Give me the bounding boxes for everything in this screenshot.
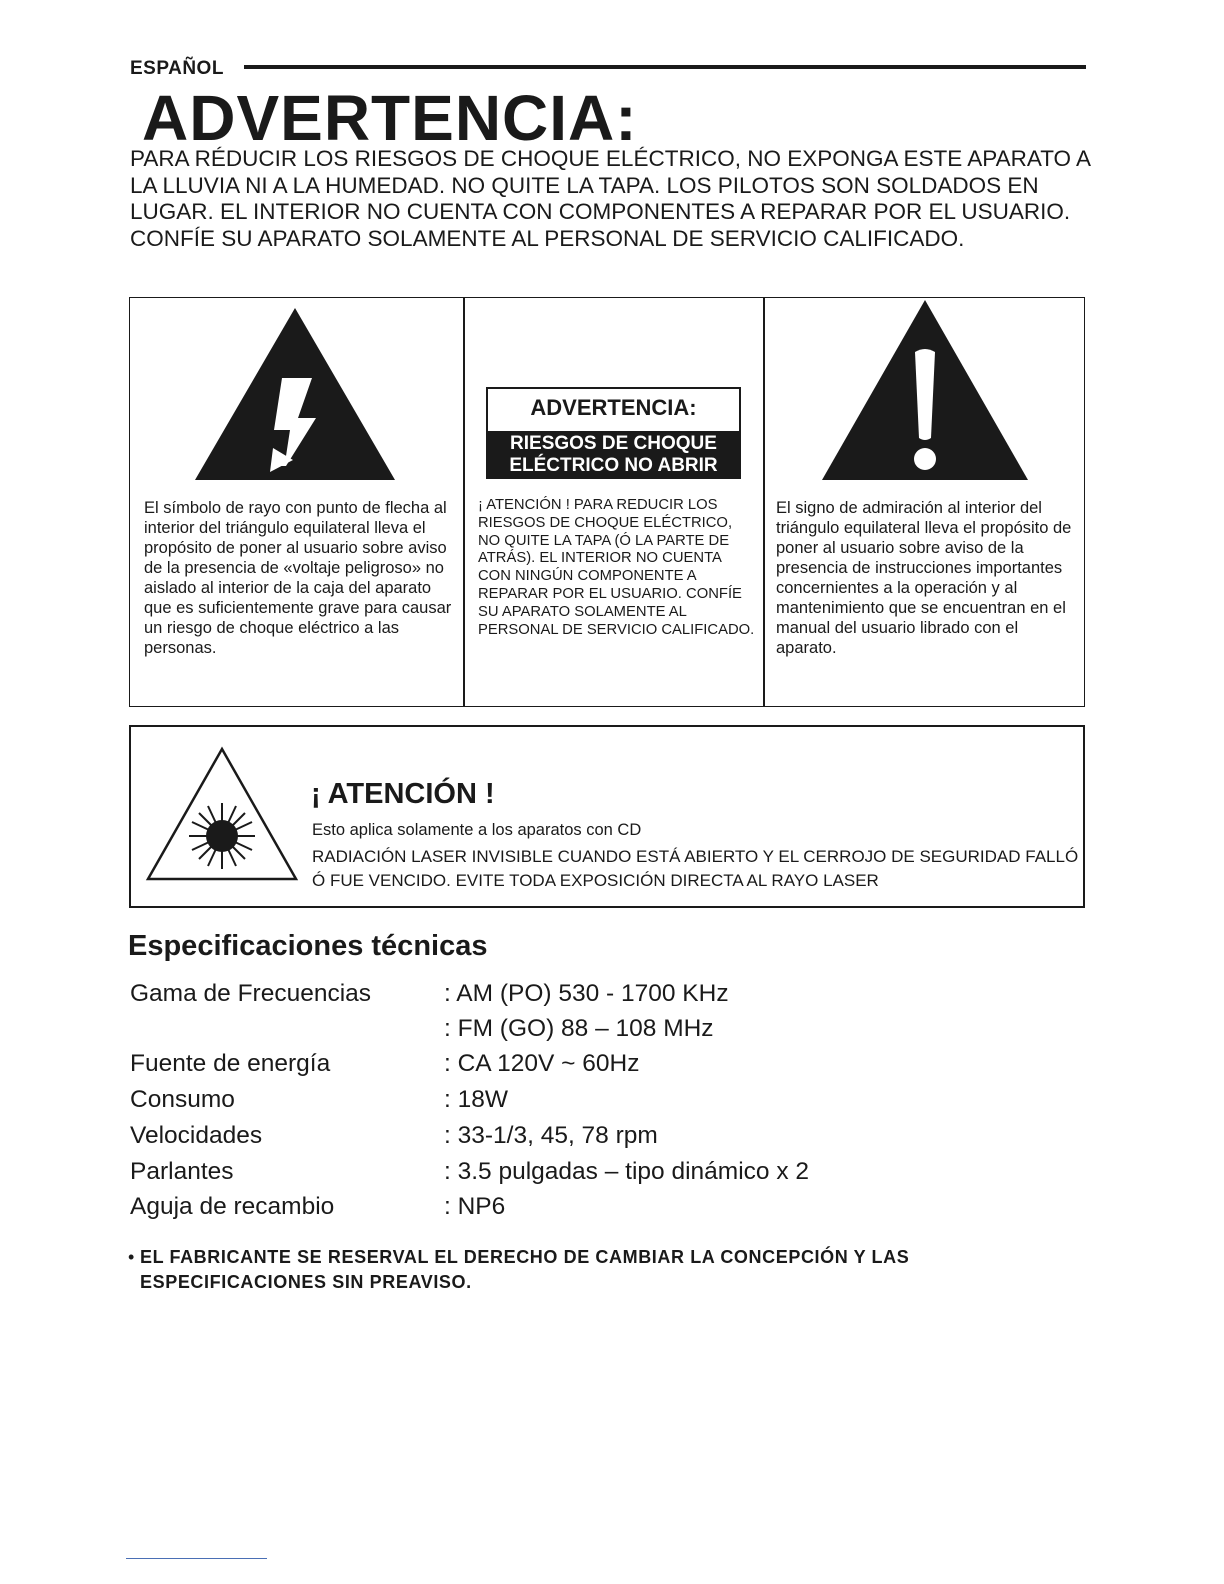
spec-label: Aguja de recambio [130, 1193, 335, 1220]
header-rule [244, 65, 1086, 69]
spec-value: : 33-1/3, 45, 78 rpm [444, 1122, 658, 1149]
spec-value: : AM (PO) 530 - 1700 KHz [444, 980, 729, 1007]
laser-caution-title: ¡ ATENCIÓN ! [311, 778, 495, 810]
laser-radiation-icon [144, 745, 300, 883]
exclamation-warning-icon [818, 298, 1032, 482]
laser-caution-subtitle: Esto aplica solamente a los aparatos con CD [312, 821, 642, 839]
note-line-1: EL FABRICANTE SE RESERVAL EL DERECHO DE CAMBIAR LA CONCEPCIÓN Y LAS [140, 1247, 910, 1267]
manufacturer-note [128, 1245, 909, 1295]
spec-value: : NP6 [444, 1193, 506, 1220]
spec-label: Parlantes [130, 1158, 234, 1185]
language-label: ESPAÑOL [130, 58, 224, 79]
shock-warning-label [486, 387, 741, 479]
footer-rule [126, 1558, 267, 1559]
label-band [488, 431, 739, 477]
spec-value: : CA 120V ~ 60Hz [444, 1050, 640, 1077]
spec-label: Gama de Frecuencias [130, 980, 372, 1007]
spec-value: : 3.5 pulgadas – tipo dinámico x 2 [444, 1158, 810, 1185]
exclamation-symbol-description: El signo de admiración al interior del triángulo equilateral lleva el propósito de poner al usuario sobre aviso de la presencia de instrucciones importantes concernientes a la operación y al mantenimiento que se encuentran en el manual del usuario librado con el aparato. [776, 499, 1072, 657]
spec-label: Fuente de energía [130, 1050, 331, 1077]
label-title: ADVERTENCIA: [530, 395, 697, 420]
spec-label: Velocidades [130, 1122, 263, 1149]
spec-label: Consumo [130, 1086, 235, 1113]
warning-text: PARA RÉDUCIR LOS RIESGOS DE CHOQUE ELÉCTRICO, NO EXPONGA ESTE APARATO A LA LLUVIA NI A LA HUMEDAD. NO QUITE LA TAPA. LOS PILOTOS SON SOLDADOS EN LUGAR. EL INTERIOR NO CUENTA CON COMPONENTES A REPARAR POR EL USUARIO. CONFÍE SU APARATO SOLAMENTE AL PERSONAL DE SERVICIO CALIFICADO. [130, 146, 1090, 251]
specs-title: Especificaciones técnicas [128, 930, 488, 962]
laser-caution-text: RADIACIÓN LASER INVISIBLE CUANDO ESTÁ ABIERTO Y EL CERROJO DE SEGURIDAD FALLÓ Ó FUE VENCIDO. EVITE TODA EXPOSICIÓN DIRECTA AL RAYO LASER [312, 847, 1079, 890]
lightning-symbol-description: El símbolo de rayo con punto de flecha al interior del triángulo equilateral lleva el propósito de poner al usuario sobre aviso de la presencia de «voltaje peligroso» no aislado al interior de la caja del aparato que es suficientemente grave para causar un riesgo de choque eléctrico a las personas. [144, 499, 452, 657]
label-line-1: RIESGOS DE CHOQUE [510, 433, 717, 454]
spec-value: : 18W [444, 1086, 508, 1113]
language-header [130, 56, 1086, 82]
center-caution-text: ¡ ATENCIÓN ! PARA REDUCIR LOS RIESGOS DE CHOQUE ELÉCTRICO, NO QUITE LA TAPA (Ó LA PARTE DE ATRÁS). EL INTERIOR NO CUENTA CON NINGÚN COMPONENTE A REPARAR POR EL USUARIO. CONFÍE SU APARATO SOLAMENTE AL PERSONAL DE SERVICIO CALIFICADO. [478, 497, 755, 638]
column-divider [463, 298, 465, 706]
column-divider [763, 298, 765, 706]
spec-value: : FM (GO) 88 – 108 MHz [444, 1015, 714, 1042]
note-line-2: ESPECIFICACIONES SIN PREAVISO. [140, 1272, 472, 1292]
note-bullet: • [128, 1247, 135, 1267]
warning-title: ADVERTENCIA: [142, 82, 638, 154]
label-line-2: ELÉCTRICO NO ABRIR [509, 455, 718, 476]
lightning-warning-icon [190, 306, 400, 482]
